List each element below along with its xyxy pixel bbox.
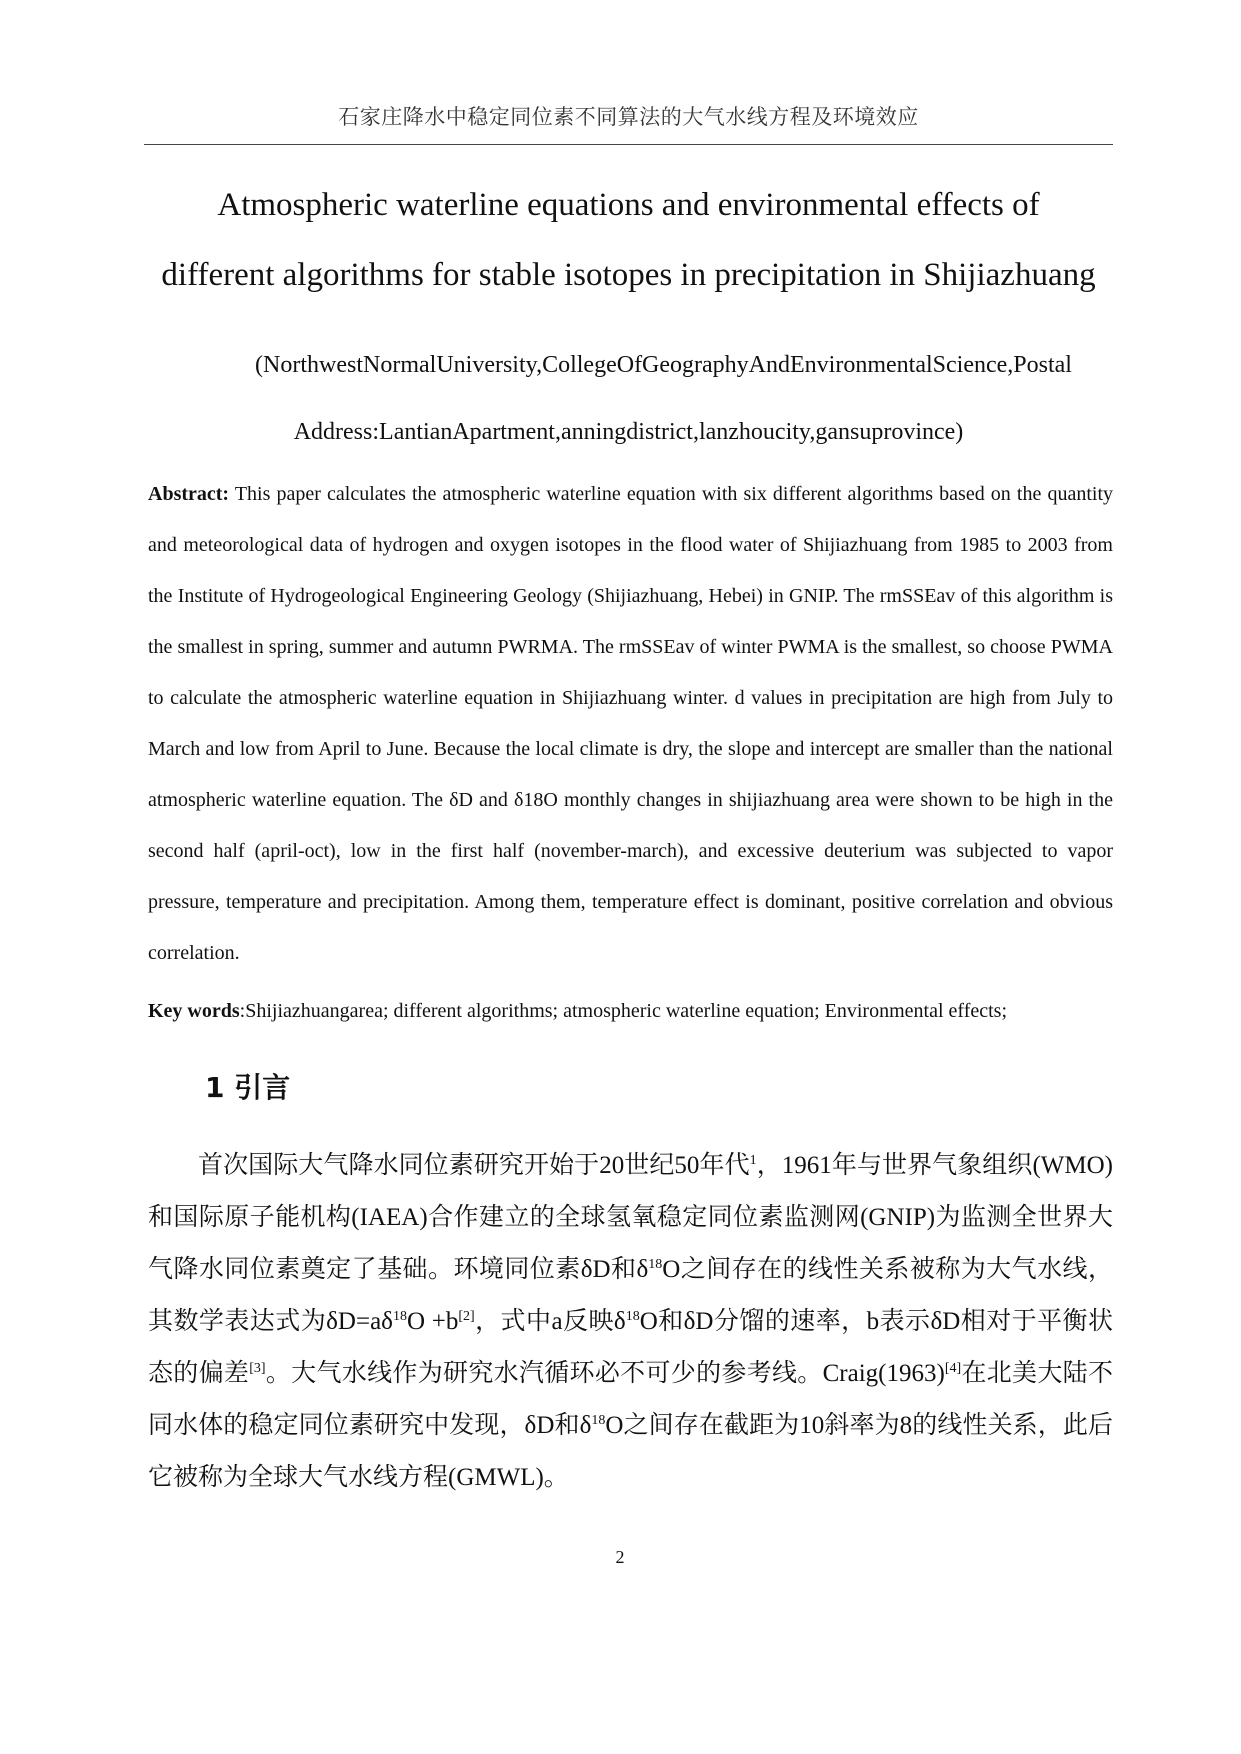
title-line-2: different algorithms for stable isotopes in precipitation in Shijiazhuang <box>161 257 1096 293</box>
intro-paragraph <box>148 1140 1113 1504</box>
citation-ref: [4] <box>944 1361 962 1376</box>
citation-ref: [2] <box>458 1309 475 1324</box>
isotope-superscript: 18 <box>625 1309 640 1324</box>
keywords <box>148 991 1113 1031</box>
section-heading: 1 引言 <box>205 1071 291 1104</box>
isotope-superscript: 18 <box>392 1309 407 1324</box>
running-header: 石家庄降水中稳定同位素不同算法的大气水线方程及环境效应 <box>338 105 919 129</box>
affiliation-line-1: (NorthwestNormalUniversity,CollegeOfGeographyAndEnvironmentalScience,Postal <box>255 352 1072 378</box>
intro-text: O +b <box>406 1308 459 1335</box>
intro-text: ，式中a反映δ <box>474 1308 626 1335</box>
page-number: 2 <box>615 1547 625 1567</box>
affiliation <box>144 332 1113 466</box>
intro-text: 。大气水线作为研究水汽循环必不可少的参考线。Craig(1963) <box>265 1360 945 1387</box>
keywords-text: :Shijiazhuangarea; different algorithms; atmospheric waterline equation; Environmental effects; <box>239 1000 1008 1022</box>
citation-ref: [3] <box>249 1361 266 1376</box>
affiliation-line-2: Address:LantianApartment,anningdistrict,lanzhoucity,gansuprovince) <box>293 419 964 445</box>
abstract-text: This paper calculates the atmospheric waterline equation with six different algorithms based on the quantity and meteorological data of hydrogen and oxygen isotopes in the flood water of Shijiazhuang from 1985 to 2003 from the Institute of Hydrogeological Engineering Geology (Shijiazhuang, Hebei) in GNIP. The rmSSEav of this algorithm is the smallest in spring, summer and autumn PWRMA. The rmSSEav of winter PWMA is the smallest, so choose PWMA to calculate the atmospheric waterline equation in Shijiazhuang winter. d values in precipitation are high from July to March and low from April to June. Because the local climate is dry, the slope and intercept are smaller than the national atmospheric waterline equation. The δD and δ18O monthly changes in shijiazhuang area were shown to be high in the second half (april-oct), low in the first half (november-march), and excessive deuterium was subjected to vapor pressure, temperature and precipitation. Among them, temperature effect is dominant, positive correlation and obvious correlation. <box>148 483 1113 964</box>
abstract <box>148 469 1113 979</box>
title-line-1: Atmospheric waterline equations and environmental effects of <box>217 187 1040 223</box>
paper-title <box>144 170 1113 310</box>
isotope-superscript: 18 <box>648 1257 663 1272</box>
intro-text: O和δD分馏的速率，b表示δD相对于平衡状态的偏差 <box>148 1308 1113 1387</box>
citation-ref: 1 <box>749 1153 757 1168</box>
header-divider <box>144 144 1113 145</box>
intro-text: O之间存在截距为10斜率为8的线性关系，此后它被称为全球大气水线方程(GMWL)。 <box>148 1412 1113 1491</box>
isotope-superscript: 18 <box>591 1413 606 1428</box>
intro-text: 首次国际大气降水同位素研究开始于20世纪50年代 <box>198 1152 750 1179</box>
intro-text: 在北美大陆不同水体的稳定同位素研究中发现，δD和δ <box>148 1360 1113 1439</box>
intro-text: ，1961年与世界气象组织(WMO)和国际原子能机构(IAEA)合作建立的全球氢氧稳定同位素监测网(GNIP)为监测全世界大气降水同位素奠定了基础。环境同位素δD和δ <box>148 1152 1113 1283</box>
keywords-label: Key words <box>148 1000 240 1022</box>
abstract-label: Abstract: <box>148 483 230 505</box>
intro-text: O之间存在的线性关系被称为大气水线，其数学表达式为δD=aδ <box>148 1256 1113 1335</box>
